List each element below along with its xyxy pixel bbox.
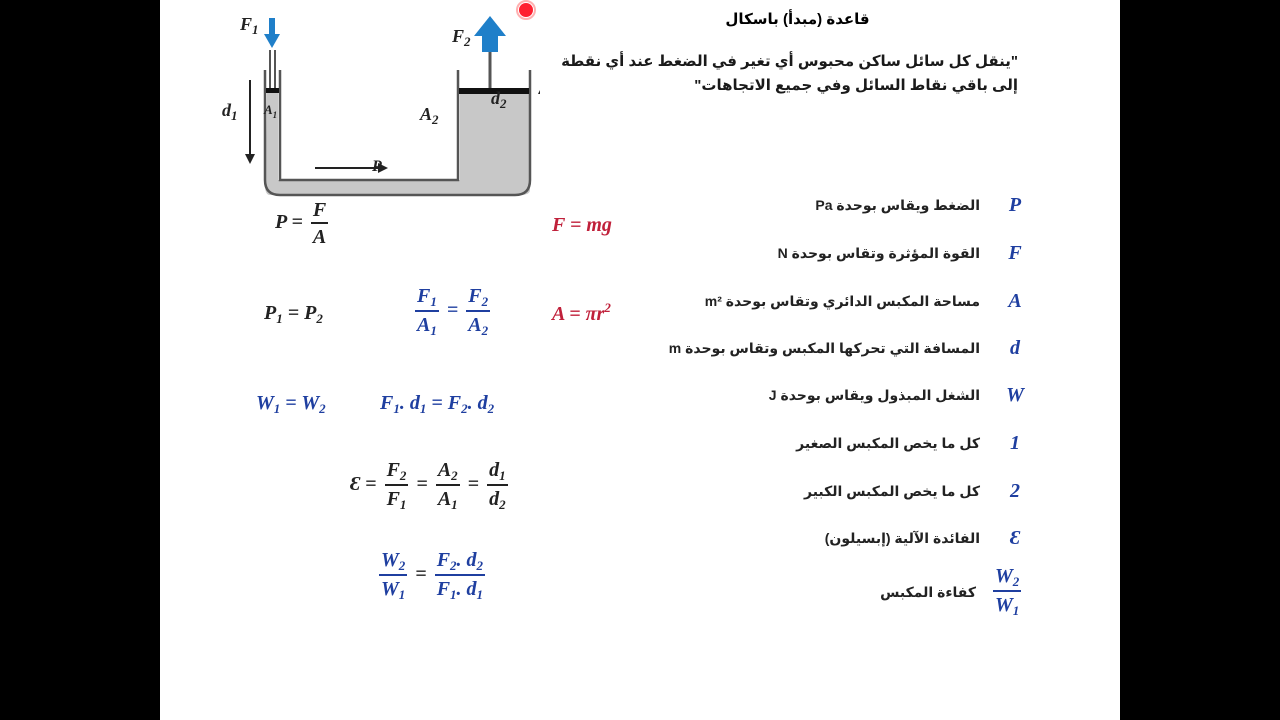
definition-text: الضغط ويقاس بوحدة Pa (815, 197, 980, 213)
label-a2: $A_2$ (420, 104, 439, 127)
formula-pressure: P = $\frac{F}{A}$ (275, 199, 327, 248)
definition-symbol: A (1008, 290, 1022, 312)
formula-force-area-ratio: $\frac{F_1}{A_1}$ = $\frac{F_2}{A_2}$ (417, 285, 489, 338)
d1-arrow-icon (245, 80, 255, 164)
definition-symbol: 1 (1010, 432, 1020, 454)
formula-mechanical-advantage: Ɛ = $\frac{F_2}{F_1}$ = $\frac{A_2}{A_1}$ = $\frac{d_1}{d_2}$ (350, 459, 506, 512)
definition-row (668, 333, 1030, 363)
label-d1: $d_1$ (222, 100, 238, 123)
definition-symbol: d (1010, 337, 1020, 359)
pointer-cursor-icon (519, 3, 533, 17)
definition-text: الشغل المبذول ويقاس بوحدة J (768, 387, 980, 403)
formula-work-expanded: $F_1$. $d_1 = F_2$. $d_2$ (380, 392, 495, 416)
definition-row (760, 238, 1030, 268)
definition-row (760, 190, 1030, 220)
definition-row (760, 523, 1030, 553)
force-arrow-down-icon (264, 18, 280, 48)
definition-symbol: P (1008, 194, 1022, 216)
label-f1: $F_1$ (240, 14, 259, 37)
slide (160, 0, 1120, 720)
formula-pressure-equality: $P_1 = P_2$ (264, 302, 323, 326)
label-d2: $d_2$ (491, 88, 507, 111)
formula-efficiency: $\frac{W_2}{W_1}$ = $\frac{F_2. d_2}{F_1. d_1}$ (381, 549, 484, 602)
efficiency-label: كفاءة المكبس (880, 584, 976, 600)
definition-row (704, 286, 1030, 316)
definition-row (760, 428, 1030, 458)
label-a1: $A_1$ (264, 102, 278, 120)
definition-symbol: Ɛ (1009, 527, 1021, 549)
definition-text: كل ما يخص المكبس الكبير (804, 483, 980, 499)
efficiency-symbol: $\frac{W_2}{W_1}$ (995, 565, 1020, 618)
definition-symbol: F (1008, 242, 1022, 264)
definition-row (760, 476, 1030, 506)
label-f2: $F_2$ (452, 26, 471, 49)
definition-symbol: 2 (1010, 480, 1020, 502)
formula-weight: F = mg (552, 214, 612, 236)
definition-text: مساحة المكبس الدائري وتقاس بوحدة m² (704, 293, 980, 309)
label-p: P (372, 158, 382, 175)
definition-row (760, 380, 1030, 410)
small-piston (266, 88, 279, 93)
definition-text: الفائدة الآلية (إبسيلون) (824, 530, 980, 546)
force-arrow-up-icon (474, 16, 506, 52)
formula-circle-area: $A = \pi r^2$ (552, 300, 611, 325)
definition-symbol: W (1006, 384, 1024, 406)
definition-text: كل ما يخص المكبس الصغير (796, 435, 980, 451)
pascal-principle-quote: "ينقل كل سائل ساكن محبوس أي تغير في الضغط عند أي نقطة إلى باقي نقاط السائل وفي جميع الاتجاهات" (561, 53, 1018, 94)
formula-work-equality: $W_1 = W_2$ (256, 392, 326, 416)
definition-text: المسافة التي تحركها المكبس وتقاس بوحدة m (668, 340, 980, 356)
definition-text: القوة المؤثرة وتقاس بوحدة N (777, 245, 980, 261)
page-title: قاعدة (مبدأ) باسكال (725, 11, 870, 28)
